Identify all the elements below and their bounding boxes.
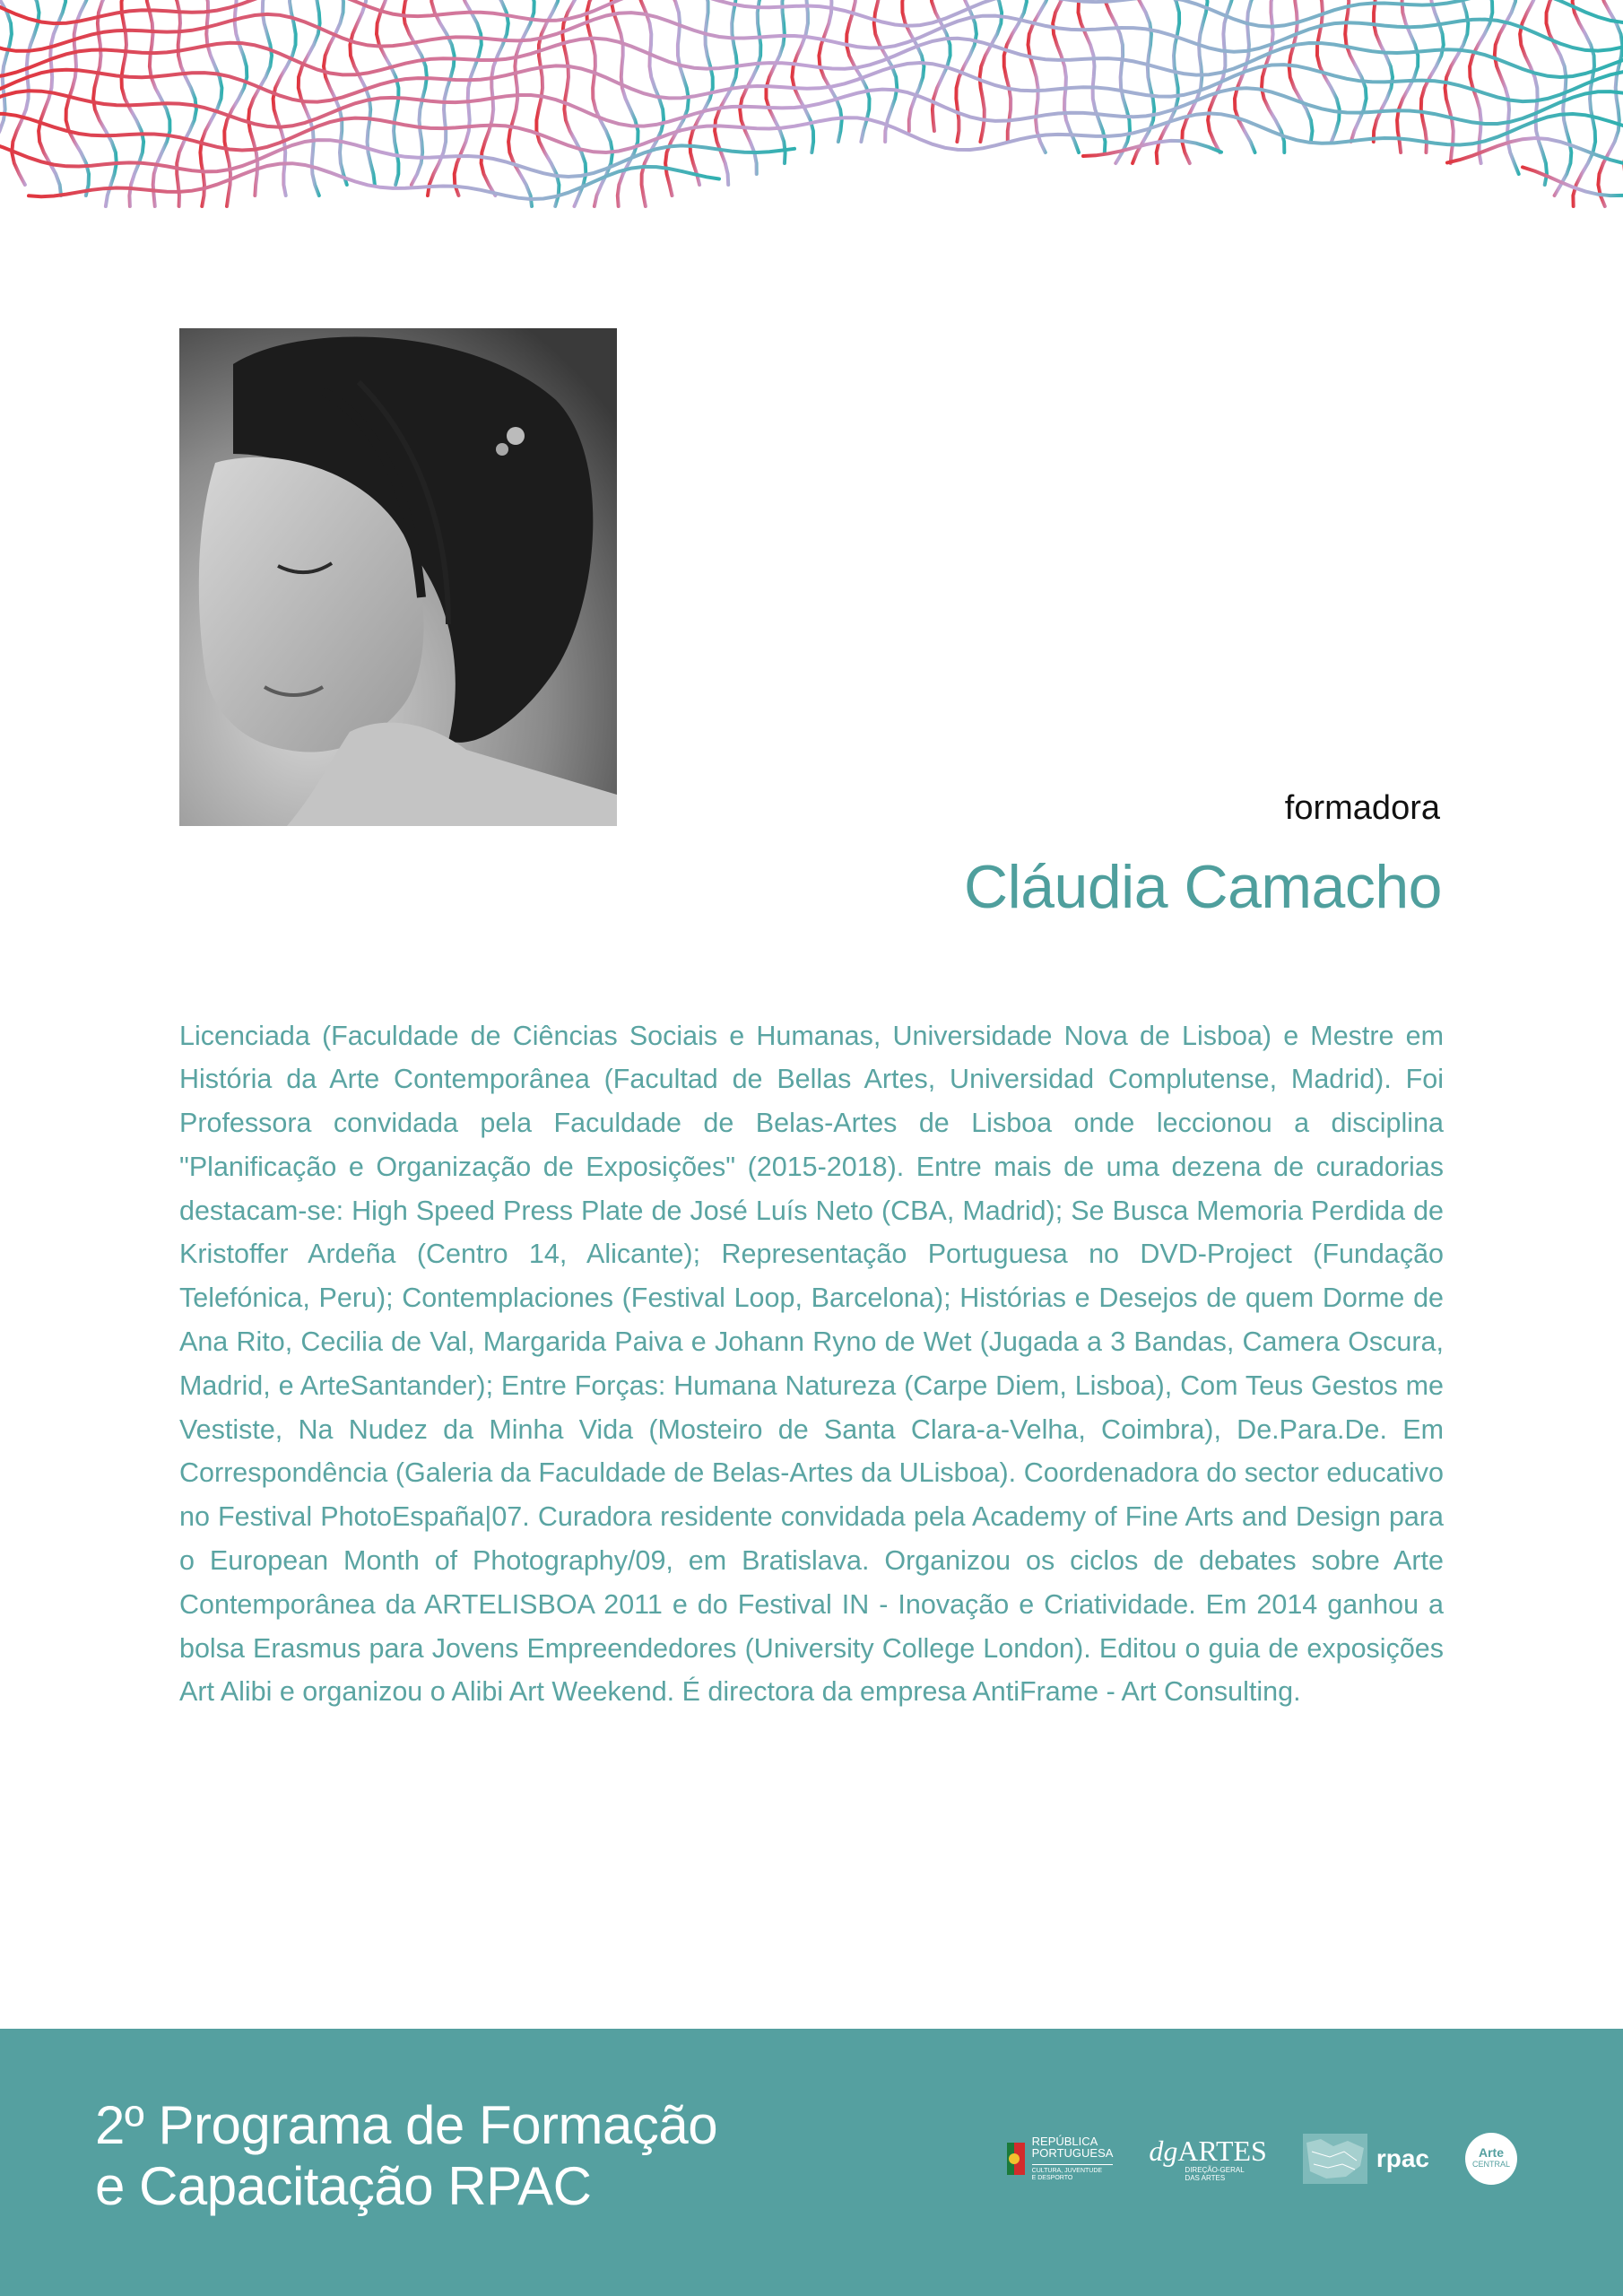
decorative-mesh-banner [0,0,1623,251]
portrait-photo [179,328,617,826]
map-texture-icon [1303,2134,1367,2184]
program-title-line-2: e Capacitação RPAC [95,2156,592,2216]
mesh-line [0,63,1623,102]
mesh-line [1374,0,1393,142]
republica-sub-1: CULTURA, JUVENTUDE [1032,2164,1114,2175]
mesh-line [428,0,455,196]
biography-text: Licenciada (Faculdade de Ciências Sociais e Humanas, Universidade Nova de Lisboa) e Mestre em História da Arte Contemporânea (Facultad de Bellas Artes, Universidad Complutense, Madrid). Foi Professora convidada pela Faculdade de Belas-Artes de Lisboa onde leccionou a disciplina "Planificação e Organização de Exposições" (2015-2018). Entre mais de uma dezena de curadorias destacam-se: High Speed Press Plate de José Luís Neto (CBA, Madrid); Se Busca Memoria Perdida de Kristoffer Ardeña (Centro 14, Alicante); Representação Portuguesa no DVD-Project (Fundação Telefónica, Peru); Contemplaciones (Festival Loop, Barcelona); Histórias e Desejos de quem Dorme de Ana Rito, Cecilia de Val, Margarida Paiva e Johann Ryno de Wet (Jugada a 3 Bandas, Camera Oscura, Madrid, e ArteSantander); Entre Forças: Humana Natureza (Carpe Diem, Lisboa), Com Teus Gestos me Vestiste, Na Nudez da Minha Vida (Mosteiro de Santa Clara-a-Velha, Coimbra), De.Para.De. Em Correspondência (Galeria da Faculdade de Belas-Artes da ULisboa). Coordenadora do sector educativo no Festival PhotoEspaña|07. Curadora residente convidada pela Academy of Fine Arts and Design para o European Month of Photography/09, em Bratislava. Organizou os ciclos de debates sobre Arte Contemporânea da ARTELISBOA 2011 e do Festival IN - Inovação e Criatividade. Em 2014 ganhou a bolsa Erasmus para Jovens Empreendedores (University College London). Editou o guia de exposições Art Alibi e organizou o Alibi Art Weekend. É directora da empresa AntiFrame - Art Consulting. [179,1020,1444,1708]
central-word: CENTRAL [1471,2160,1510,2169]
dgartes-logo [1149,2135,1266,2182]
mesh-line [767,0,785,163]
mesh-line [1104,0,1130,163]
dg-prefix: dg [1149,2135,1178,2167]
footer-bar [0,2029,1623,2296]
mesh-line [1079,0,1106,152]
mesh-line [1157,0,1179,163]
portrait-illustration [179,328,617,826]
mesh-line [508,0,534,206]
mesh-line [324,0,347,185]
arte-word: Arte [1478,2145,1504,2160]
mesh-line [455,0,482,196]
mesh-line [1397,0,1418,152]
role-label: formadora [1284,789,1440,827]
rpac-word: rpac [1376,2144,1429,2172]
dg-word: ARTES [1177,2135,1267,2167]
person-name: Cláudia Camacho [963,853,1442,921]
mesh-line [638,0,664,206]
mesh-line [1053,0,1079,152]
mesh-line [377,0,398,185]
mesh-line [1133,0,1154,163]
dg-sub-2: DAS ARTES [1185,2174,1226,2182]
dg-sub-1: DIREÇÃO-GERAL [1185,2166,1245,2174]
mesh-line [1598,0,1622,206]
program-title [95,2095,717,2217]
republica-line-2: PORTUGUESA [1031,2146,1114,2160]
portugal-flag-icon [1007,2143,1025,2175]
mesh-line [0,0,1623,27]
mesh-line [1182,0,1207,163]
mesh-line [612,0,638,206]
mesh-line [200,0,221,206]
mesh-line [1573,0,1596,206]
rpac-logo [1303,2134,1429,2184]
republica-portuguesa-logo [1007,2135,1114,2182]
arte-central-logo [1465,2133,1517,2185]
mesh-line [792,0,813,152]
partner-logos [1007,2126,1517,2192]
republica-line-1: REPÚBLICA [1031,2135,1098,2148]
program-title-line-1: 2º Programa de Formação [95,2095,718,2155]
republica-sub-2: E DESPORTO [1031,2175,1073,2181]
